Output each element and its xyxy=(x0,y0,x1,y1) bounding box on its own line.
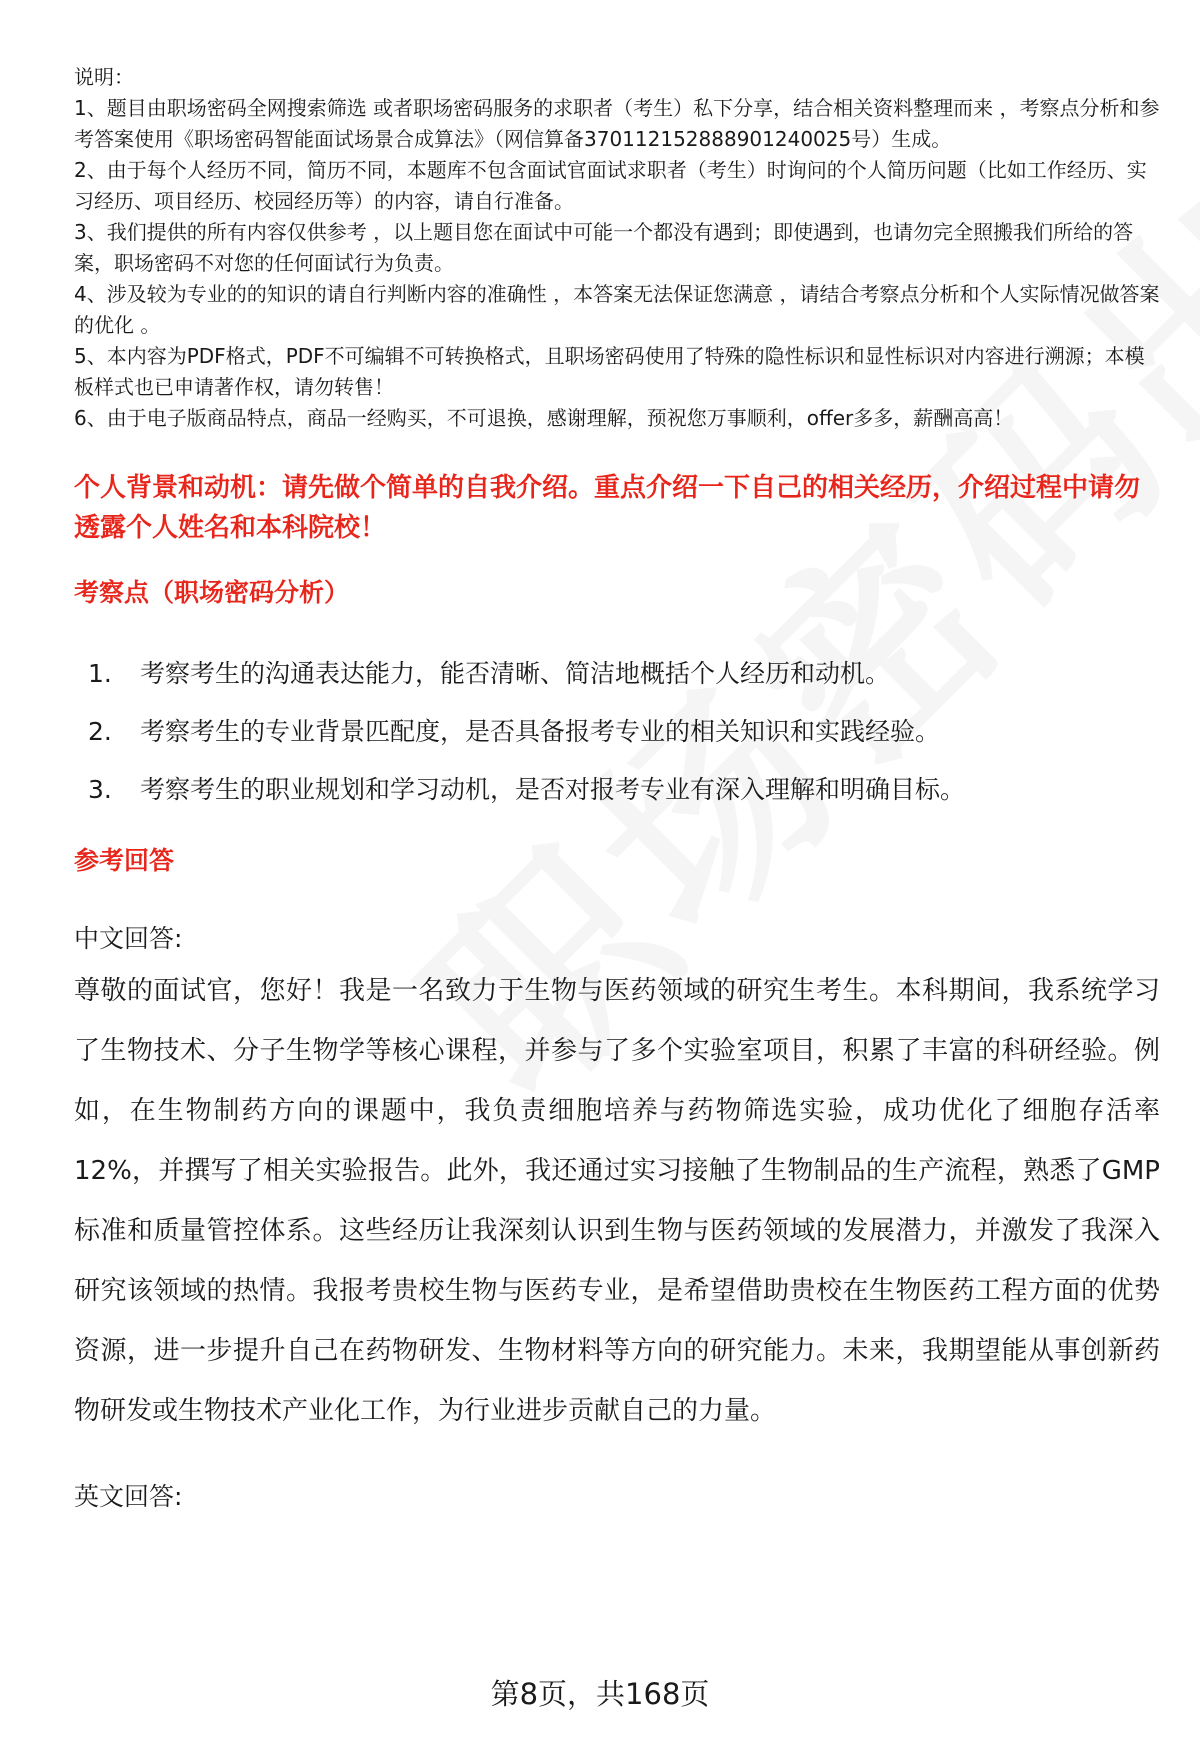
reference-title: 参考回答 xyxy=(74,846,175,875)
notice-block xyxy=(74,62,1160,434)
analysis-title: 考察点（职场密码分析） xyxy=(74,578,350,607)
analysis-item xyxy=(74,761,1160,819)
page-number: 第8页，共168页 xyxy=(490,1677,710,1711)
analysis-item-number: 1. xyxy=(88,659,112,688)
analysis-item-text: 考察考生的专业背景匹配度，是否具备报考专业的相关知识和实践经验。 xyxy=(140,717,941,746)
analysis-list xyxy=(74,645,1160,819)
chinese-answer-text: 尊敬的面试官，您好！我是一名致力于生物与医药领域的研究生考生。本科期间，我系统学习了生物技术、分子生物学等核心课程，并参与了多个实验室项目，积累了丰富的科研经验。例如，在生物制药方向的课题中，我负责细胞培养与药物筛选实验，成功优化了细胞存活率12%，并撰写了相关实验报告。此外，我还通过实习接触了生物制品的生产流程，熟悉了GMP标准和质量管控体系。这些经历让我深刻认识到生物与医药领域的发展潜力，并激发了我深入研究该领域的热情。我报考贵校生物与医药专业，是希望借助贵校在生物医药工程方面的优势资源，进一步提升自己在药物研发、生物材料等方向的研究能力。未来，我期望能从事创新药物研发或生物技术产业化工作，为行业进步贡献自己的力量。 xyxy=(74,976,1160,1426)
english-answer-label: 英文回答: xyxy=(74,1482,183,1511)
analysis-item-text: 考察考生的职业规划和学习动机，是否对报考专业有深入理解和明确目标。 xyxy=(140,775,966,804)
analysis-item-number: 3. xyxy=(88,775,112,804)
document-page xyxy=(74,62,1160,1519)
notice-item: 5、本内容为PDF格式，PDF不可编辑不可转换格式，且职场密码使用了特殊的隐性标识和显性标识对内容进行溯源；本模板样式也已申请著作权，请勿转售！ xyxy=(74,344,1145,399)
notice-item: 3、我们提供的所有内容仅供参考 ，以上题目您在面试中可能一个都没有遇到；即使遇到，也请勿完全照搬我们所给的答案，职场密码不对您的任何面试行为负责。 xyxy=(74,220,1134,275)
notice-heading: 说明： xyxy=(74,65,134,89)
analysis-item-text: 考察考生的沟通表达能力，能否清晰、简洁地概括个人经历和动机。 xyxy=(140,659,891,688)
analysis-item xyxy=(74,703,1160,761)
notice-item: 4、涉及较为专业的的知识的请自行判断内容的准确性 ，本答案无法保证您满意 ，请结合考察点分析和个人实际情况做答案的优化 。 xyxy=(74,282,1160,337)
analysis-item-number: 2. xyxy=(88,717,112,746)
analysis-item xyxy=(74,645,1160,703)
notice-item: 2、由于每个人经历不同，简历不同，本题库不包含面试官面试求职者（考生）时询问的个人简历问题（比如工作经历、实习经历、项目经历、校园经历等）的内容，请自行准备。 xyxy=(74,158,1147,213)
interview-question: 个人背景和动机：请先做个简单的自我介绍。重点介绍一下自己的相关经历，介绍过程中请勿透露个人姓名和本科院校！ xyxy=(74,473,1141,543)
chinese-answer-label: 中文回答: xyxy=(74,924,183,953)
notice-item: 1、题目由职场密码全网搜索筛选 或者职场密码服务的求职者（考生）私下分享，结合相关资料整理而来 ，考察点分析和参考答案使用《职场密码智能面试场景合成算法》（网信算备370112152888901240025号）生成。 xyxy=(74,96,1160,151)
notice-item: 6、由于电子版商品特点，商品一经购买，不可退换，感谢理解，预祝您万事顺利，offer多多，薪酬高高！ xyxy=(74,406,1014,430)
